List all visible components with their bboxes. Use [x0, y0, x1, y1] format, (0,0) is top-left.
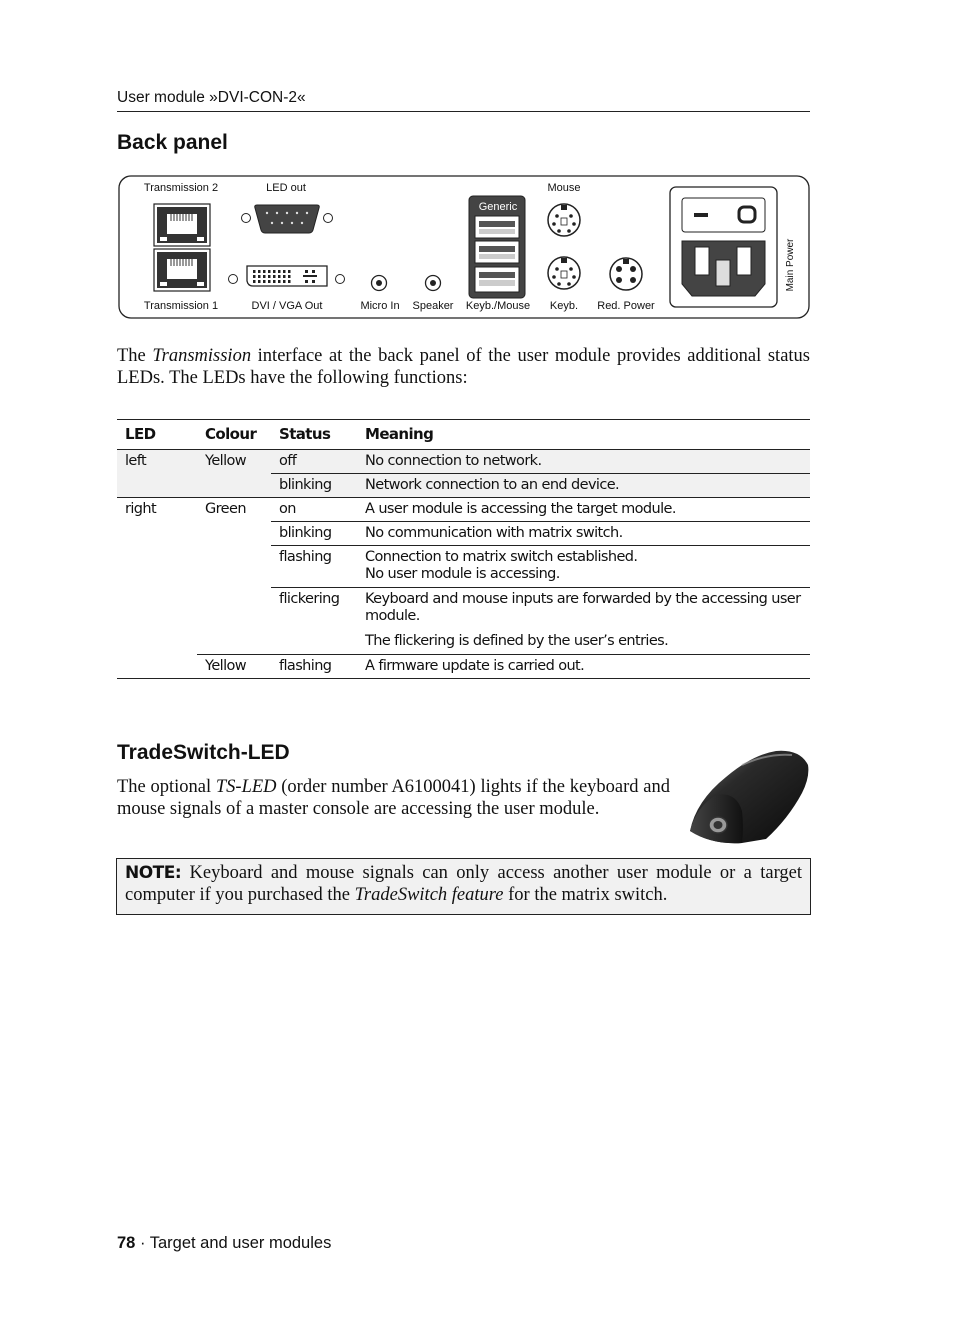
- table-row: [117, 450, 810, 474]
- back-panel-heading: Back panel: [117, 131, 228, 154]
- page-footer: [117, 1234, 331, 1253]
- cell-colour: Yellow: [197, 450, 271, 474]
- label-transmission-1: Transmission 1: [143, 300, 219, 312]
- note-text-start: Keyboard and mouse signals can only access another user module or a target computer if you purchased the: [125, 863, 802, 905]
- col-header-status: Status: [271, 420, 357, 450]
- note-text-end: for the matrix switch.: [503, 885, 668, 905]
- intro-text-start: The: [117, 346, 153, 366]
- label-transmission-2: Transmission 2: [143, 182, 219, 194]
- label-micro-in: Micro In: [360, 300, 400, 312]
- rj45-port-transmission-2: [154, 204, 210, 246]
- cell-led: right: [117, 498, 197, 522]
- cell-meaning: No connection to network.: [357, 450, 810, 474]
- note-label: NOTE:: [125, 863, 182, 883]
- cell-meaning: No communication with matrix switch.: [357, 522, 810, 546]
- cell-meaning: [357, 546, 810, 588]
- intro-italic-term: Transmission: [152, 346, 252, 366]
- cell-status: flashing: [271, 546, 357, 588]
- redundant-power-port: [610, 258, 642, 290]
- label-main-power: Main Power: [785, 238, 796, 292]
- col-header-colour: Colour: [197, 420, 271, 450]
- ts-italic-term: TS-LED: [215, 777, 277, 797]
- cell-meaning: A user module is accessing the target module.: [357, 498, 810, 522]
- ts-text-start: The optional: [117, 777, 216, 797]
- cell-status: on: [271, 498, 357, 522]
- cell-status: off: [271, 450, 357, 474]
- note-box: [116, 858, 811, 915]
- table-row: [117, 474, 810, 498]
- cell-meaning: [357, 588, 810, 655]
- cell-status: blinking: [271, 522, 357, 546]
- label-speaker: Speaker: [412, 300, 454, 312]
- tradeswitch-heading: TradeSwitch-LED: [117, 741, 290, 764]
- col-header-meaning: Meaning: [357, 420, 810, 450]
- tradeswitch-paragraph: [117, 776, 670, 820]
- table-row: [117, 546, 810, 588]
- ts-led-device-image: [682, 745, 812, 850]
- label-mouse: Mouse: [547, 182, 581, 194]
- label-keyb: Keyb.: [549, 300, 579, 312]
- cell-meaning: Network connection to an end device.: [357, 474, 810, 498]
- meaning-line: No user module is accessing.: [365, 566, 560, 582]
- col-header-led: LED: [117, 420, 197, 450]
- cell-status: flickering: [271, 588, 357, 655]
- intro-paragraph: [117, 346, 810, 389]
- led-status-table: [117, 419, 810, 679]
- label-led-out: LED out: [266, 182, 306, 194]
- cell-status: blinking: [271, 474, 357, 498]
- running-header: User module »DVI-CON-2«: [117, 89, 810, 112]
- table-row: [117, 498, 810, 522]
- table-header-row: [117, 420, 810, 450]
- label-generic: Generic: [478, 201, 518, 213]
- table-row: [117, 655, 810, 679]
- mouse-ps2-port: [548, 204, 580, 236]
- table-row: [117, 522, 810, 546]
- label-red-power: Red. Power: [597, 300, 655, 312]
- keyboard-ps2-port: [548, 257, 580, 289]
- meaning-line: Keyboard and mouse inputs are forwarded by the accessing user module.: [365, 591, 801, 624]
- rj45-port-transmission-1: [154, 249, 210, 291]
- cell-colour: Green: [197, 498, 271, 522]
- main-power-module: [670, 187, 777, 307]
- cell-status: flashing: [271, 655, 357, 679]
- page-number: 78: [117, 1234, 136, 1252]
- ts-text-end: (order number A6100041) lights if the keyboard and mouse signals of a master console are accessing the user module.: [117, 777, 670, 819]
- meaning-note: The flickering is defined by the user’s entries.: [365, 633, 669, 649]
- label-dvi-vga-out: DVI / VGA Out: [251, 300, 323, 312]
- table-row: [117, 588, 810, 655]
- micro-in-jack: [372, 276, 387, 291]
- cell-led: left: [117, 450, 197, 474]
- speaker-jack: [426, 276, 441, 291]
- back-panel-diagram: [117, 174, 811, 320]
- footer-section: · Target and user modules: [135, 1234, 332, 1252]
- cell-meaning: A firmware update is carried out.: [357, 655, 810, 679]
- meaning-line: Connection to matrix switch established.: [365, 549, 638, 565]
- label-keyb-mouse: Keyb./Mouse: [465, 300, 531, 312]
- note-italic-term: TradeSwitch feature: [354, 885, 504, 905]
- intro-text-end: interface at the back panel of the user module provides additional status LEDs. The LEDs have the following functions:: [117, 346, 810, 388]
- cell-colour: Yellow: [197, 655, 271, 679]
